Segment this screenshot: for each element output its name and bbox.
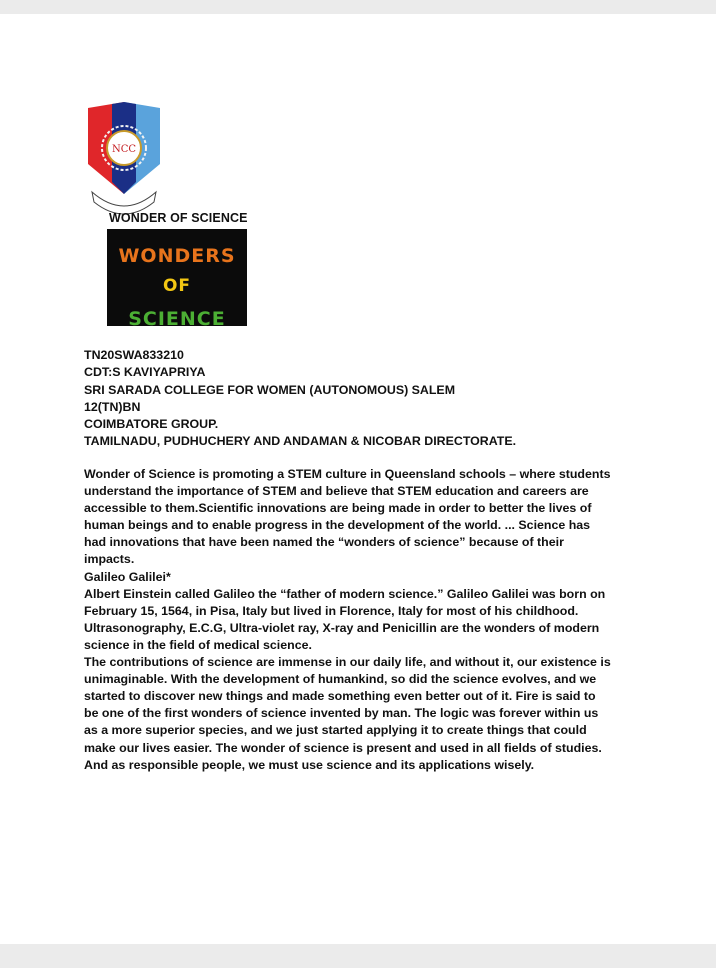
- essay-line: Wonder of Science is promoting a STEM culture in Queensland schools – where students: [84, 467, 611, 481]
- essay-line: be one of the first wonders of science invented by man. The logic was forever within us: [84, 706, 599, 721]
- essay-line: accessible to them.Scientific innovations are being made in order to better the lives of: [84, 501, 592, 516]
- document-page: [0, 14, 716, 944]
- essay-subheading: Galileo Galilei*: [84, 569, 171, 584]
- essay-line: as a more superior species, and we just started applying it to create things that could: [84, 723, 587, 738]
- essay-line: started to discover new things and made something even better out of it. Fire is said to: [84, 689, 596, 704]
- essay-line: February 15, 1564, in Pisa, Italy but lived in Florence, Italy for most of his childhood.: [84, 603, 579, 618]
- essay-line: make our lives easier. The wonder of science is present and used in all fields of studies.: [84, 740, 602, 755]
- essay-line: human beings and to enable progress in the development of the world. ... Science has: [84, 518, 591, 533]
- essay-line: understand the importance of STEM and believe that STEM education and careers are: [84, 484, 589, 499]
- ncc-emblem-logo: [86, 102, 162, 220]
- cadet-name: CDT:S KAVIYAPRIYA: [84, 365, 206, 380]
- essay-line: And as responsible people, we must use science and its applications wisely.: [84, 757, 535, 772]
- essay-line: Ultrasonography, E.C.G, Ultra-violet ray, X-ray and Penicillin are the wonders of modern: [84, 620, 600, 635]
- essay-line: impacts.: [84, 552, 135, 567]
- cadet-id: TN20SWA833210: [84, 348, 184, 362]
- svg-text:NCC: NCC: [111, 144, 137, 155]
- cadet-info-block: [84, 347, 516, 451]
- banner-line-of: OF: [162, 276, 192, 296]
- document-heading: WONDER OF SCIENCE: [109, 211, 248, 225]
- battalion: 12(TN)BN: [84, 399, 141, 414]
- essay-line: unimaginable. With the development of humankind, so did the science evolves, and we: [84, 672, 597, 687]
- banner-line-science: SCIENCE: [128, 308, 226, 330]
- essay-line: The contributions of science are immense in our daily life, and without it, our existence is: [84, 655, 611, 670]
- essay-line: science in the field of medical science.: [84, 637, 312, 652]
- group-name: COIMBATORE GROUP.: [84, 417, 219, 432]
- banner-line-wonders: WONDERS: [118, 245, 236, 267]
- essay-body: [84, 466, 644, 774]
- college-name: SRI SARADA COLLEGE FOR WOMEN (AUTONOMOUS) SALEM: [84, 382, 456, 397]
- wonders-of-science-banner: [107, 229, 247, 330]
- directorate: TAMILNADU, PUDHUCHERY AND ANDAMAN & NICOBAR DIRECTORATE.: [84, 434, 517, 449]
- essay-line: had innovations that have been named the “wonders of science” because of their: [84, 535, 564, 550]
- essay-line: Albert Einstein called Galileo the “father of modern science.” Galileo Galilei was born on: [84, 586, 606, 601]
